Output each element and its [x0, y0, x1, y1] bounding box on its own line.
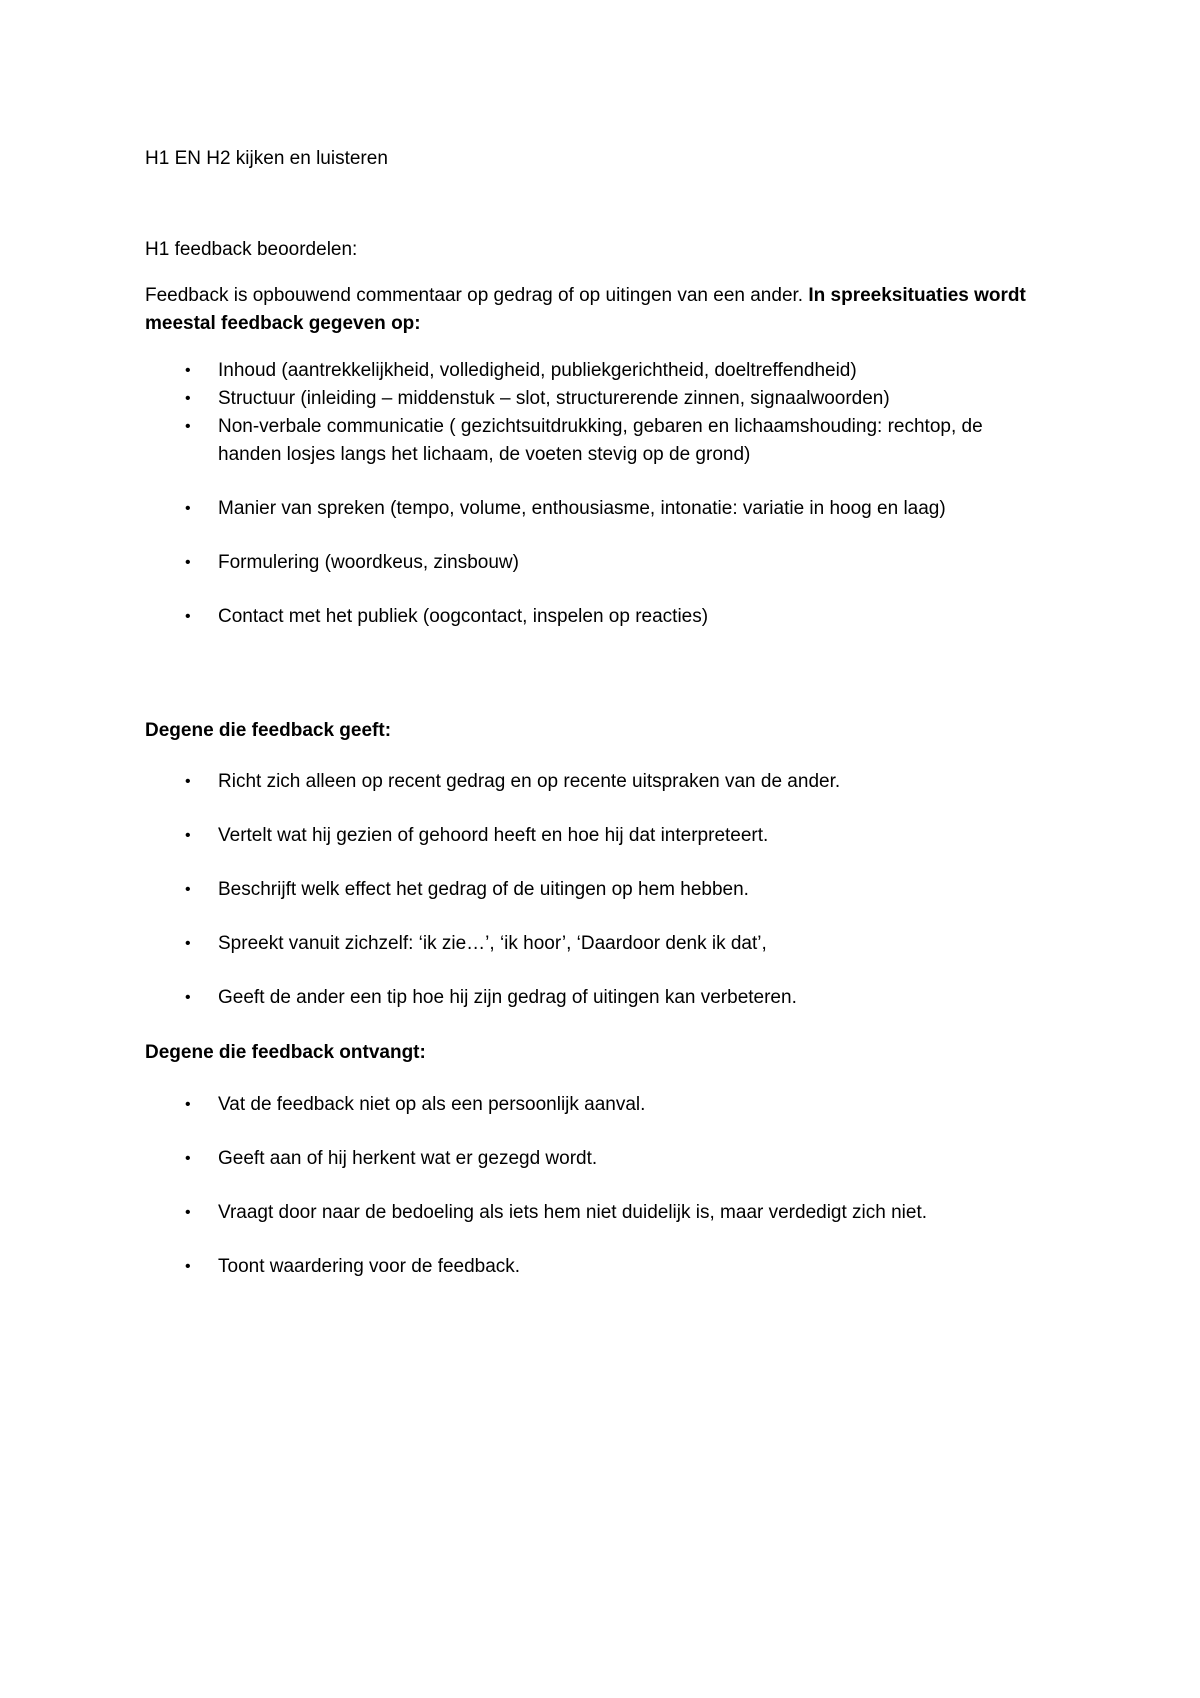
list-item-text: Richt zich alleen op recent gedrag en op recente uitspraken van de ander. — [218, 771, 841, 792]
bullet-icon: • — [185, 989, 191, 1006]
list-item-text: Geeft aan of hij herkent wat er gezegd wordt. — [218, 1148, 598, 1169]
intro-bold-text: In spreeksituaties wordt meestal feedback gegeven op: — [145, 285, 1026, 334]
list-item-text: Inhoud (aantrekkelijkheid, volledigheid, publiekgerichtheid, doeltreffendheid) — [218, 360, 857, 381]
bullet-icon: • — [185, 390, 191, 407]
bullet-icon: • — [185, 608, 191, 625]
bullet-icon: • — [185, 881, 191, 898]
list-item — [145, 549, 1045, 577]
list-item — [145, 385, 1045, 413]
bullet-icon: • — [185, 554, 191, 571]
list-item-text: Toont waardering voor de feedback. — [218, 1256, 521, 1277]
list-item-text: Non-verbale communicatie ( gezichtsuitdrukking, gebaren en lichaamshouding: rechtop, de handen losjes langs het lichaam, de voeten stevig op de grond) — [218, 416, 983, 465]
bullet-icon: • — [185, 1096, 191, 1113]
list-item — [145, 768, 1045, 796]
bullet-icon: • — [185, 500, 191, 517]
bullet-icon: • — [185, 1258, 191, 1275]
list-item-text: Structuur (inleiding – middenstuk – slot, structurerende zinnen, signaalwoorden) — [218, 388, 890, 409]
list-item — [145, 357, 1045, 385]
intro-text: Feedback is opbouwend commentaar op gedrag of op uitingen van een ander. — [145, 285, 809, 306]
section1-intro — [145, 282, 1045, 338]
section2-heading: Degene die feedback geeft: — [145, 720, 392, 741]
list-item-text: Vraagt door naar de bedoeling als iets hem niet duidelijk is, maar verdedigt zich niet. — [218, 1202, 928, 1223]
list-item-text: Manier van spreken (tempo, volume, enthousiasme, intonatie: variatie in hoog en laag) — [218, 498, 946, 519]
bullet-icon: • — [185, 1204, 191, 1221]
list-item — [145, 1199, 1045, 1227]
list-item — [145, 495, 1045, 523]
bullet-icon: • — [185, 362, 191, 379]
bullet-icon: • — [185, 935, 191, 952]
section1-list — [145, 357, 1045, 631]
list-item — [145, 822, 1045, 850]
list-item-text: Contact met het publiek (oogcontact, inspelen op reacties) — [218, 606, 709, 627]
list-item-text: Geeft de ander een tip hoe hij zijn gedrag of uitingen kan verbeteren. — [218, 987, 797, 1008]
list-item — [145, 876, 1045, 904]
list-item — [145, 1091, 1045, 1119]
section2-list — [145, 768, 1045, 1038]
list-item — [145, 1253, 1045, 1281]
bullet-icon: • — [185, 827, 191, 844]
list-item-text: Vertelt wat hij gezien of gehoord heeft en hoe hij dat interpreteert. — [218, 825, 769, 846]
list-item — [145, 984, 1045, 1012]
bullet-icon: • — [185, 773, 191, 790]
list-item-text: Spreekt vanuit zichzelf: ‘ik zie…’, ‘ik hoor’, ‘Daardoor denk ik dat’, — [218, 933, 767, 954]
list-item — [145, 603, 1045, 631]
section1-heading: H1 feedback beoordelen: — [145, 239, 358, 260]
list-item-text: Beschrijft welk effect het gedrag of de uitingen op hem hebben. — [218, 879, 749, 900]
list-item-text: Formulering (woordkeus, zinsbouw) — [218, 552, 519, 573]
section3-list — [145, 1091, 1045, 1307]
list-item — [145, 1145, 1045, 1173]
list-item — [145, 930, 1045, 958]
document-title: H1 EN H2 kijken en luisteren — [145, 148, 388, 169]
list-item — [145, 413, 1045, 469]
section3-heading: Degene die feedback ontvangt: — [145, 1042, 426, 1063]
list-item-text: Vat de feedback niet op als een persoonlijk aanval. — [218, 1094, 646, 1115]
bullet-icon: • — [185, 418, 191, 435]
bullet-icon: • — [185, 1150, 191, 1167]
